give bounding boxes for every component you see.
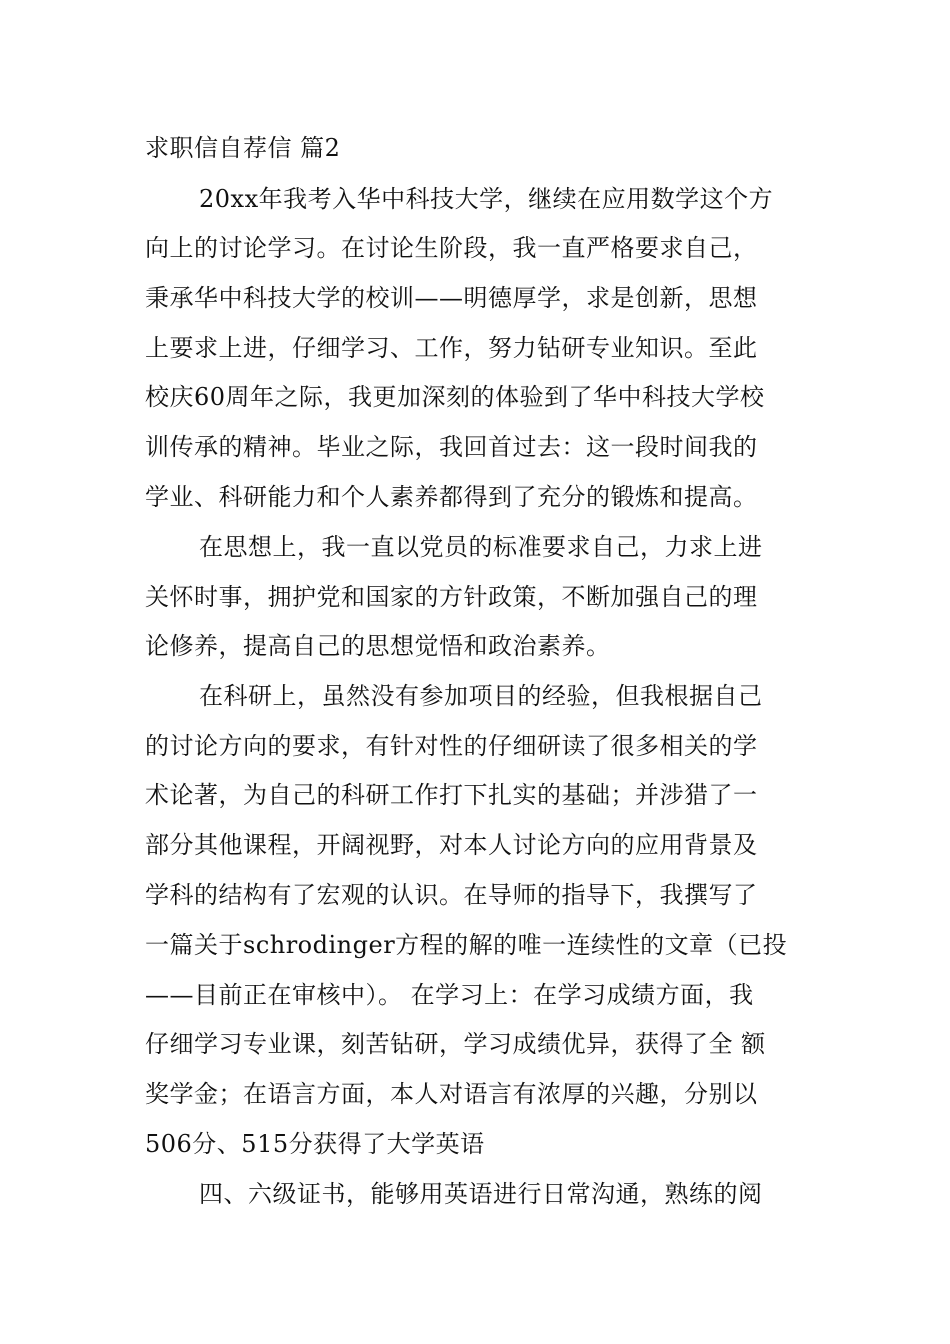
paragraph-line: 四、六级证书，能够用英语进行日常沟通，熟练的阅	[199, 1180, 763, 1208]
paragraph-line: 学科的结构有了宏观的认识。在导师的指导下，我撰写了	[145, 881, 758, 909]
paragraph-line: 论修养，提高自己的思想觉悟和政治素养。	[145, 632, 611, 660]
paragraph-line: 仔细学习专业课，刻苦钻研，学习成绩优异，获得了全 额	[145, 1030, 766, 1058]
paragraph-line: 学业、科研能力和个人素养都得到了充分的锻炼和提高。	[145, 483, 758, 511]
paragraph-line: 秉承华中科技大学的校训——明德厚学，求是创新，思想	[145, 284, 758, 312]
paragraph-line: 部分其他课程，开阔视野，对本人讨论方向的应用背景及	[145, 831, 758, 859]
paragraph-line: 向上的讨论学习。在讨论生阶段，我一直严格要求自己，	[145, 234, 758, 262]
paragraph-line: 506分、515分获得了大学英语	[145, 1130, 485, 1158]
paragraph-line: 术论著，为自己的科研工作打下扎实的基础；并涉猎了一	[145, 781, 758, 809]
paragraph-line: 在科研上，虽然没有参加项目的经验，但我根据自己	[199, 682, 763, 710]
paragraph-line: ——目前正在审核中）。 在学习上：在学习成绩方面，我	[145, 981, 754, 1009]
paragraph-line: 一篇关于schrodinger方程的解的唯一连续性的文章（已投	[145, 931, 788, 959]
paragraph-line: 在思想上，我一直以党员的标准要求自己，力求上进	[199, 533, 763, 561]
paragraph-line: 关怀时事，拥护党和国家的方针政策，不断加强自己的理	[145, 583, 758, 611]
paragraph-line: 校庆60周年之际，我更加深刻的体验到了华中科技大学校	[145, 383, 765, 411]
paragraph-line: 的讨论方向的要求，有针对性的仔细研读了很多相关的学	[145, 732, 758, 760]
paragraph-line: 训传承的精神。毕业之际，我回首过去：这一段时间我的	[145, 433, 758, 461]
paragraph-line: 上要求上进，仔细学习、工作，努力钻研专业知识。至此	[145, 334, 758, 362]
paragraph-line: 20xx年我考入华中科技大学，继续在应用数学这个方	[199, 185, 774, 213]
document-title: 求职信自荐信 篇2	[145, 134, 341, 162]
paragraph-line: 奖学金；在语言方面，本人对语言有浓厚的兴趣，分别以	[145, 1080, 758, 1108]
